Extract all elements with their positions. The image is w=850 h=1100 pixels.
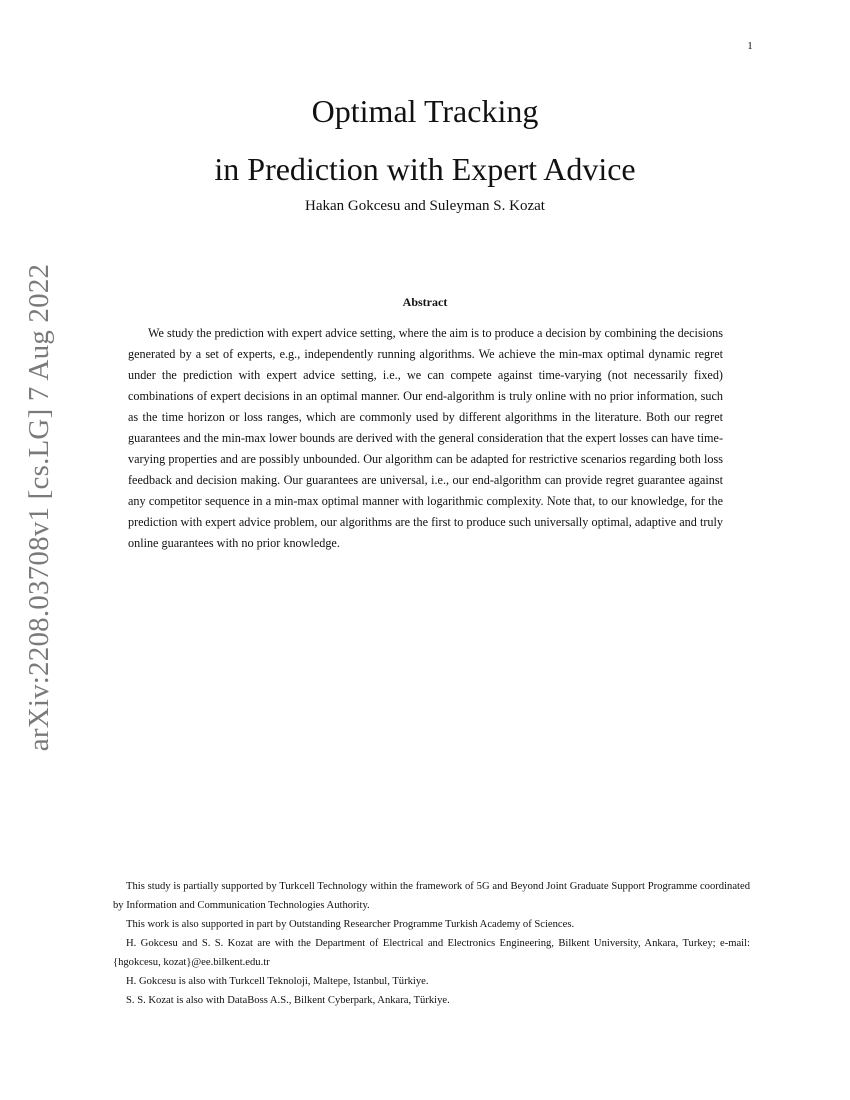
footnote-author1-affiliation: H. Gokcesu is also with Turkcell Teknoloji, Maltepe, Istanbul, Türkiye. bbox=[126, 976, 429, 987]
abstract-heading: Abstract bbox=[402, 295, 448, 309]
footnote-author2-affiliation: S. S. Kozat is also with DataBoss A.S., Bilkent Cyberpark, Ankara, Türkiye. bbox=[126, 995, 450, 1006]
page-number: 1 bbox=[747, 40, 753, 52]
title-line-1: Optimal Tracking bbox=[311, 93, 539, 129]
footnote-affiliation: H. Gokcesu and S. S. Kozat are with the Department of Electrical and Electronics Engineering, Bilkent University, Ankara, Turkey; e-mail: {hgokcesu, kozat}@ee.bilkent.edu.tr bbox=[113, 938, 750, 968]
abstract-body: We study the prediction with expert advice setting, where the aim is to produce a decision by combining the decisions generated by a set of experts, e.g., independently running algorithms. We achieve the min-max optimal dynamic regret under the prediction with expert advice setting, i.e., we can compete against time-varying (not necessarily fixed) combinations of expert decisions in an optimal manner. Our end-algorithm is truly online with no prior information, such as the time horizon or loss ranges, which are commonly used by different algorithms in the literature. Both our regret guarantees and the min-max lower bounds are derived with the general consideration that the expert losses can have time-varying properties and are possibly unbounded. Our algorithm can be adapted for restrictive scenarios regarding both loss feedback and decision making. Our guarantees are universal, i.e., our end-algorithm can provide regret guarantee against any competitor sequence in a min-max optimal manner with logarithmic complexity. Note that, to our knowledge, for the prediction with expert advice problem, our algorithms are the first to produce such universally optimal, adaptive and truly online guarantees with no prior knowledge. bbox=[128, 326, 723, 550]
arxiv-side-stamp bbox=[20, 263, 60, 751]
arxiv-identifier: arXiv:2208.03708v1 [cs.LG] 7 Aug 2022 bbox=[23, 263, 56, 751]
footnote-funding: This study is partially supported by Turkcell Technology within the framework of 5G and Beyond Joint Graduate Support Programme coordinated by Information and Communication Technologies Authority. bbox=[113, 881, 750, 911]
author-list: Hakan Gokcesu and Suleyman S. Kozat bbox=[305, 198, 545, 214]
paper-title bbox=[0, 82, 850, 198]
footnote-support: This work is also supported in part by Outstanding Researcher Programme Turkish Academy of Sciences. bbox=[126, 919, 575, 930]
footnotes bbox=[113, 877, 750, 1010]
title-line-2: in Prediction with Expert Advice bbox=[214, 151, 636, 187]
